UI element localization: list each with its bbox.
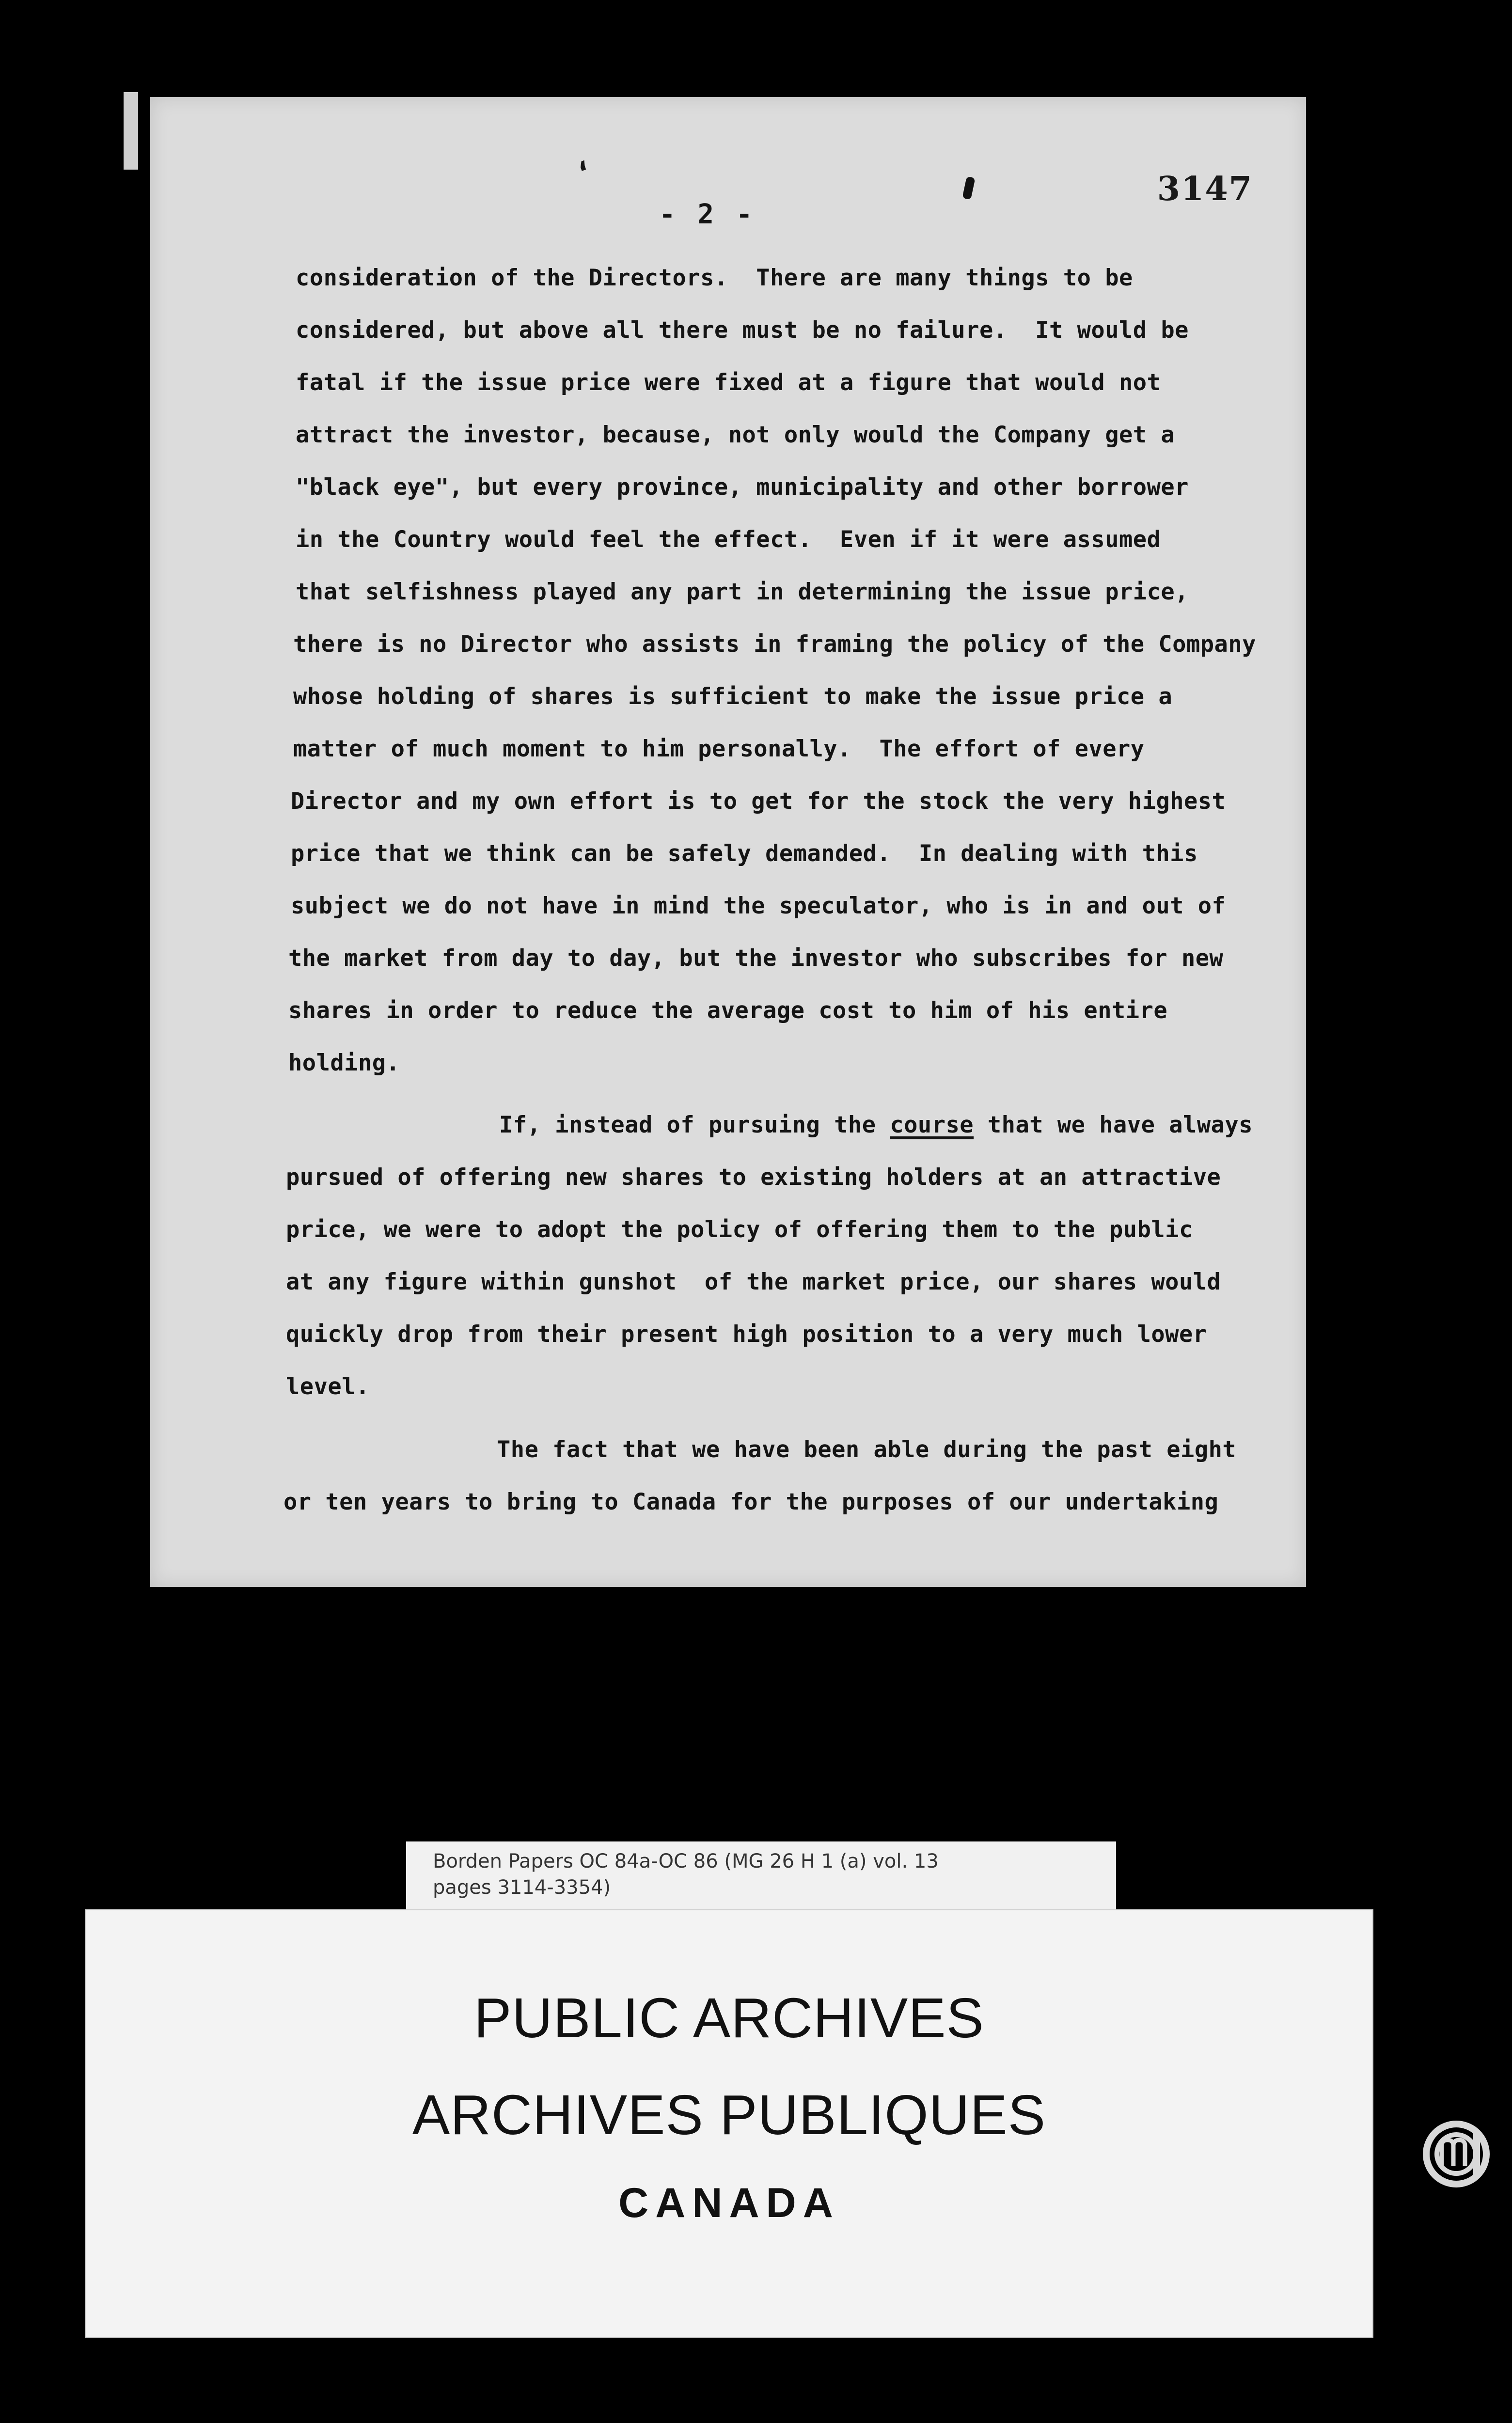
page-header: - 2 - <box>659 199 756 230</box>
reference-label <box>406 1841 1116 1914</box>
text-line: at any figure within gunshot of the market price, our shares would <box>286 1269 1221 1295</box>
archive-title-french: ARCHIVES PUBLIQUES <box>412 2083 1046 2146</box>
text-segment: that we have always <box>974 1112 1253 1138</box>
text-line: fatal if the issue price were fixed at a figure that would not <box>296 369 1161 396</box>
text-line: or ten years to bring to Canada for the purposes of our undertaking <box>284 1489 1219 1515</box>
text-line: the market from day to day, but the investor who subscribes for new <box>288 945 1224 972</box>
text-line: considered, but above all there must be no failure. It would be <box>296 317 1189 344</box>
text-segment: If, instead of pursuing the <box>499 1112 890 1138</box>
paragraph-opening-line <box>499 1114 1253 1136</box>
text-line: quickly drop from their present high position to a very much lower <box>286 1321 1207 1348</box>
text-line: pursued of offering new shares to existing holders at an attractive <box>286 1164 1221 1191</box>
ink-mark <box>962 176 975 200</box>
archive-country: CANADA <box>618 2180 840 2226</box>
archive-card <box>85 1909 1373 2338</box>
page-edge-mark <box>124 92 138 170</box>
text-line: price that we think can be safely demanded. In dealing with this <box>291 840 1198 867</box>
text-line: level. <box>286 1373 370 1400</box>
reference-label-line: Borden Papers OC 84a-OC 86 (MG 26 H 1 (a) vol. 13 <box>433 1850 939 1872</box>
text-line: whose holding of shares is sufficient to make the issue price a <box>293 683 1173 710</box>
text-line: there is no Director who assists in framing the policy of the Company <box>293 631 1256 658</box>
text-line: Director and my own effort is to get for the stock the very highest <box>291 788 1226 815</box>
text-line: shares in order to reduce the average cost to him of his entire <box>288 997 1168 1024</box>
underlined-word: course <box>890 1112 974 1138</box>
text-line: matter of much moment to him personally. The effort of every <box>293 736 1145 762</box>
text-line: subject we do not have in mind the speculator, who is in and out of <box>291 893 1226 919</box>
margin-tick-mark: ‘ <box>571 154 600 192</box>
text-line: The fact that we have been able during the past eight <box>497 1436 1237 1463</box>
archives-logo-icon <box>1420 2118 1493 2190</box>
text-line: consideration of the Directors. There are many things to be <box>296 265 1133 291</box>
text-line: "black eye", but every province, municipality and other borrower <box>296 474 1189 501</box>
archive-title-english: PUBLIC ARCHIVES <box>474 1986 984 2049</box>
text-line: that selfishness played any part in determining the issue price, <box>296 579 1189 605</box>
text-line: holding. <box>288 1050 400 1076</box>
text-line: attract the investor, because, not only would the Company get a <box>296 422 1175 448</box>
page-number: 3147 <box>1157 170 1253 208</box>
typed-letter-page <box>150 97 1306 1587</box>
text-line: price, we were to adopt the policy of offering them to the public <box>286 1216 1193 1243</box>
text-line: in the Country would feel the effect. Even if it were assumed <box>296 526 1161 553</box>
reference-label-line: pages 3114-3354) <box>433 1876 611 1899</box>
